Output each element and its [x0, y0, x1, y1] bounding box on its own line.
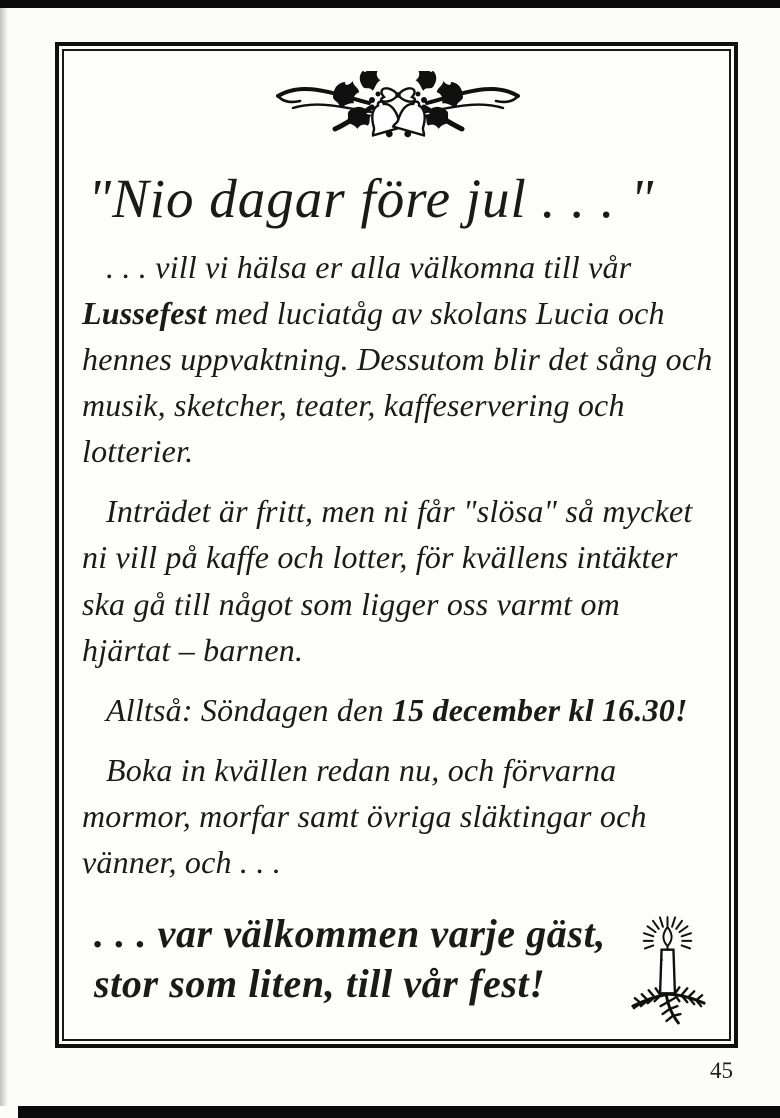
scan-left-shadow: [0, 8, 8, 1106]
page-number: 45: [710, 1058, 733, 1083]
scan-artifact-bottom-bar: [18, 1106, 780, 1118]
advent-candle-icon: [621, 915, 715, 1029]
lussefest-highlight: Lussefest: [82, 295, 207, 332]
intro-paragraph: [82, 244, 713, 474]
intro-rest: med luciatåg av skolans Lucia och hennes uppvaktning. Dessutom blir det sång och musik, sketcher, teater, kaffeservering och lotterier.: [82, 295, 713, 470]
closing-line-1: . . . var välkommen varje gäst,: [94, 911, 606, 957]
closing-message: [94, 909, 674, 1010]
page-title: "Nio dagar före jul . . . ": [88, 168, 655, 229]
closing-line-2: stor som liten, till vår fest!: [94, 961, 546, 1007]
frame-inner: [62, 49, 731, 1041]
date-highlight: 15 december kl 16.30!: [391, 691, 688, 728]
scan-artifact-top-bar: [0, 0, 780, 8]
intro-lead: . . . vill vi hälsa er alla välkomna till vår: [106, 249, 632, 285]
christmas-bells-holly-ornament-icon: [272, 71, 524, 151]
entry-paragraph: Inträdet är fritt, men ni får "slösa" så mycket ni vill på kaffe och lotter, för kvällens intäkter ska gå till något som ligger oss varmt om hjärtat – barnen.: [82, 493, 693, 668]
date-lead: Alltså: Söndagen den: [106, 691, 392, 728]
reminder-paragraph: Boka in kvällen redan nu, och förvarna mormor, morfar samt övriga släktingar och vänner, och . . .: [82, 751, 647, 880]
date-paragraph: [82, 687, 713, 733]
body-text: [82, 244, 713, 885]
page-frame: [55, 42, 738, 1048]
